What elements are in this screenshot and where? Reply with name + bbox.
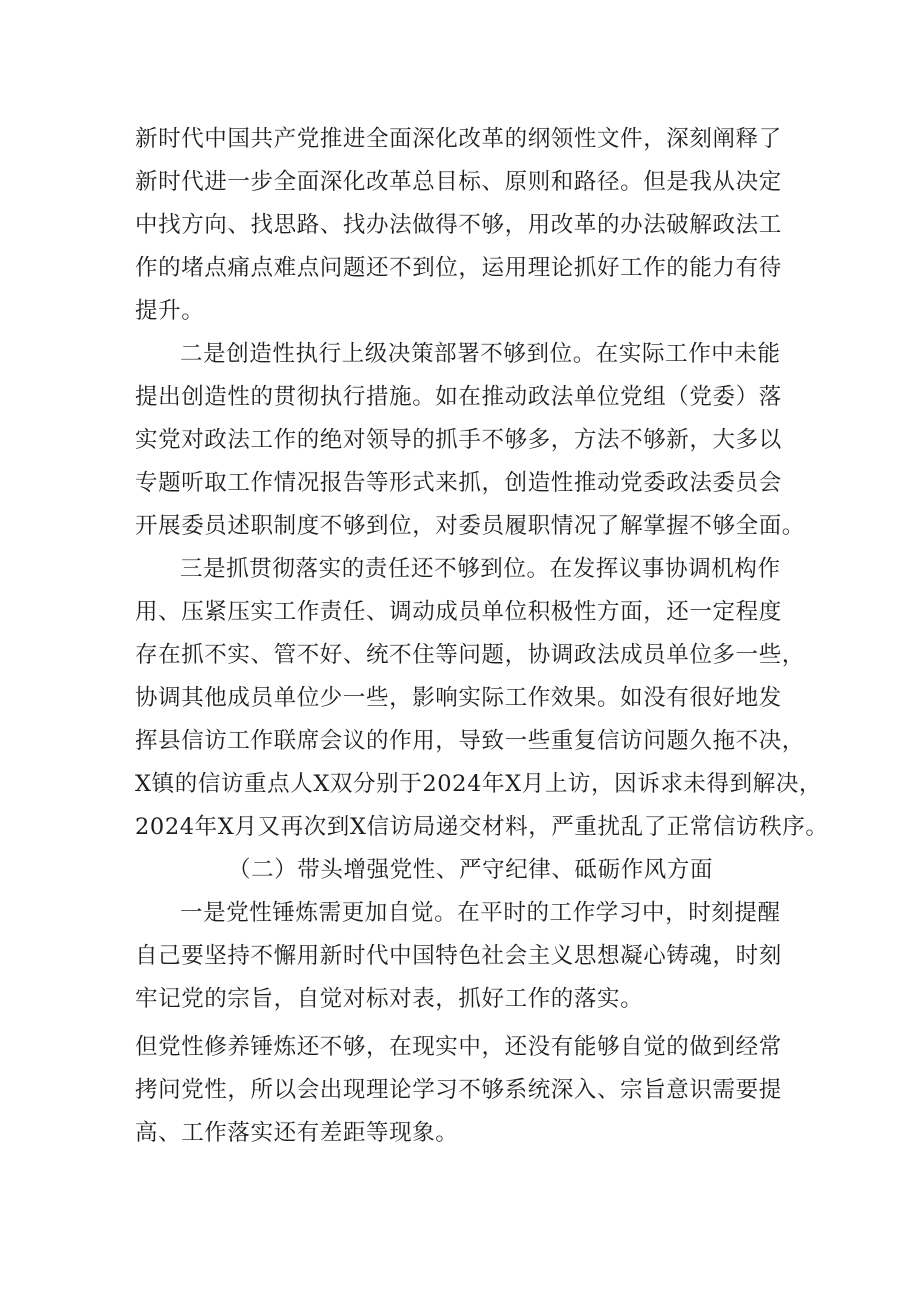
- paragraph-line: 新时代中国共产党推进全面深化改革的纲领性文件，深刻阐释了: [135, 126, 782, 152]
- paragraph-line: 高、工作落实还有差距等现象。: [135, 1120, 459, 1146]
- paragraph-line: 新时代进一步全面深化改革总目标、原则和路径。但是我从决定: [135, 169, 782, 195]
- paragraph-line: 三是抓贯彻落实的责任还不够到位。在发挥议事协调机构作: [180, 556, 781, 582]
- paragraph-line: 存在抓不实、管不好、统不住等问题，协调政法成员单位多一些，: [135, 642, 805, 668]
- paragraph-line: 中找方向、找思路、找办法做得不够，用改革的办法破解政法工: [135, 212, 782, 238]
- paragraph-line: 提出创造性的贯彻执行措施。如在推动政法单位党组（党委）落: [135, 384, 782, 410]
- paragraph-line: 实党对政法工作的绝对领导的抓手不够多，方法不够新，大多以: [135, 427, 782, 453]
- paragraph-line: 用、压紧压实工作责任、调动成员单位积极性方面，还一定程度: [135, 599, 782, 625]
- paragraph-line: 作的堵点痛点难点问题还不到位，运用理论抓好工作的能力有待: [135, 255, 782, 281]
- paragraph-line: 一是党性锤炼需更加自觉。在平时的工作学习中，时刻提醒: [180, 900, 781, 926]
- paragraph-line: 但党性修养锤炼还不够，在现实中，还没有能够自觉的做到经常: [135, 1034, 782, 1060]
- paragraph-line: 牢记党的宗旨，自觉对标对表，抓好工作的落实。: [135, 986, 644, 1012]
- paragraph-line: X镇的信访重点人X双分别于2024年X月上访，因诉求未得到解决，: [135, 771, 823, 797]
- paragraph-line: 2024年X月又再次到X信访局递交材料，严重扰乱了正常信访秩序。: [135, 814, 829, 840]
- paragraph-line: 专题听取工作情况报告等形式来抓，创造性推动党委政法委员会: [135, 470, 782, 496]
- paragraph-line: 拷问党性，所以会出现理论学习不够系统深入、宗旨意识需要提: [135, 1077, 782, 1103]
- paragraph-line: 自己要坚持不懈用新时代中国特色社会主义思想凝心铸魂，时刻: [135, 943, 782, 969]
- paragraph-line: 开展委员述职制度不够到位，对委员履职情况了解掌握不够全面。: [135, 513, 805, 539]
- paragraph-line: 提升。: [135, 298, 205, 324]
- paragraph-line: 挥县信访工作联席会议的作用，导致一些重复信访问题久拖不决，: [135, 728, 805, 754]
- paragraph-line: 协调其他成员单位少一些，影响实际工作效果。如没有很好地发: [135, 685, 782, 711]
- section-heading: （二）带头增强党性、严守纪律、砥砺作风方面: [228, 857, 714, 883]
- paragraph-line: 二是创造性执行上级决策部署不够到位。在实际工作中未能: [180, 341, 781, 367]
